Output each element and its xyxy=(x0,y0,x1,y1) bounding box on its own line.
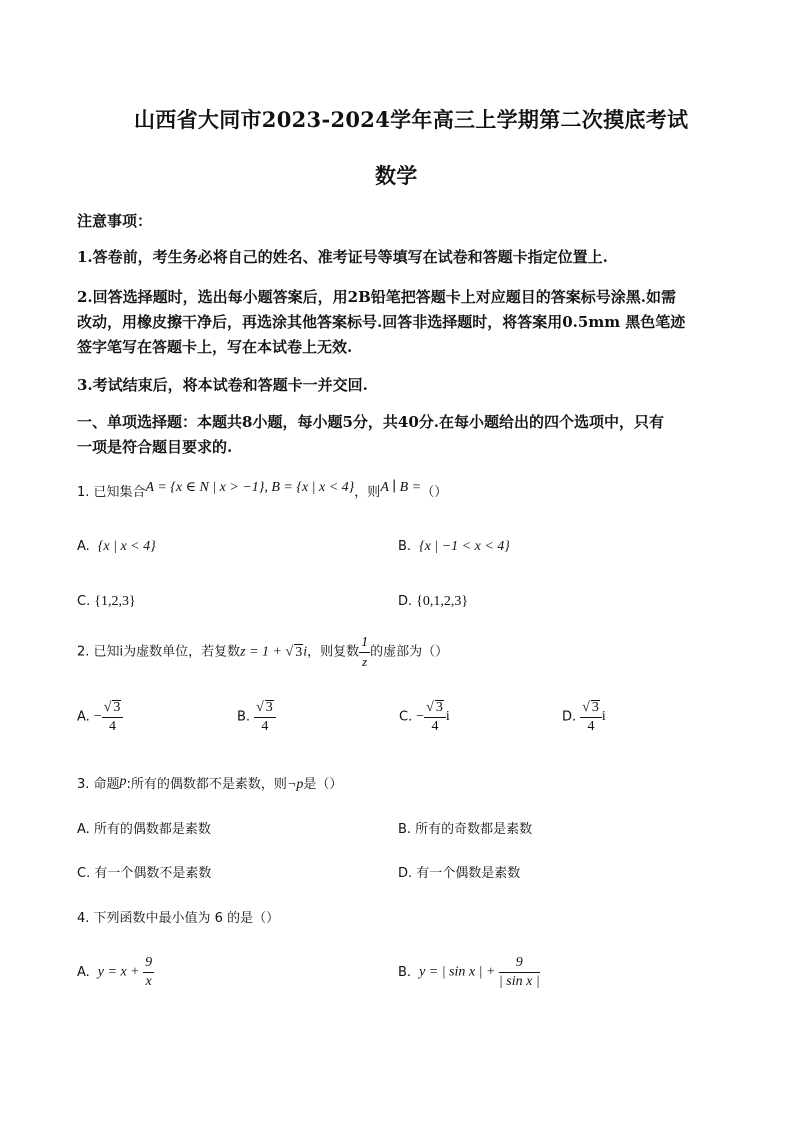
sqrt-icon: √ xyxy=(426,700,434,715)
option-value: {0,1,2,3} xyxy=(416,594,469,609)
notice-item-2-cont2: 签字笔写在答题卡上，写在本试卷上无效. xyxy=(77,338,353,356)
notice-heading: 注意事项： xyxy=(77,212,153,230)
sqrt-icon: √ xyxy=(103,700,112,715)
option-fraction xyxy=(254,700,276,734)
fraction-numerator: 1 xyxy=(359,636,370,653)
option-label: D. xyxy=(562,709,577,725)
option-value: {x | x < 4} xyxy=(97,539,156,554)
option-lhs: y = | sin x | + xyxy=(419,964,499,980)
q2-sqrt-arg: 3 xyxy=(295,644,303,660)
option-value: {1,2,3} xyxy=(94,594,136,609)
q3-prefix: 3. 命题 xyxy=(77,777,120,792)
q3-mid: :所有的偶数都不是素数，则 xyxy=(126,777,287,792)
q4-option-b[interactable] xyxy=(398,956,540,989)
notice-item-2-cont: 改动，用橡皮擦干净后，再选涂其他答案标号.回答非选择题时，将答案用0.5mm 黑色笔迹 xyxy=(77,313,686,331)
sqrt-icon: √ xyxy=(285,644,294,660)
option-fraction xyxy=(102,700,124,734)
q3-option-a[interactable]: A. 所有的偶数都是素数 xyxy=(77,822,211,837)
option-label: B. xyxy=(398,539,412,554)
question-1 xyxy=(77,481,447,501)
option-tail: i xyxy=(601,709,606,724)
q2-option-a[interactable] xyxy=(77,700,123,734)
option-label: C. xyxy=(399,709,413,725)
q2-option-d[interactable] xyxy=(562,700,606,734)
option-label: B. xyxy=(398,965,412,980)
question-2 xyxy=(77,636,448,668)
sqrt-icon: √ xyxy=(256,700,264,715)
question-4: 4. 下列函数中最小值为 6 的是（） xyxy=(77,911,280,926)
subject-title: 数学 xyxy=(375,163,418,188)
notice-item-2: 2.回答选择题时，选出每小题答案后，用2B铅笔把答题卡上对应题目的答案标号涂黑.如需 xyxy=(77,288,677,306)
q1-suffix: （） xyxy=(421,485,448,500)
option-sign: − xyxy=(93,709,102,724)
fraction-numerator: 9 xyxy=(143,956,154,973)
fraction-denominator: 4 xyxy=(587,719,595,734)
q2-option-b[interactable] xyxy=(237,700,276,734)
option-value: {x | −1 < x < 4} xyxy=(419,539,510,554)
q2-mid: ，则复数 xyxy=(307,644,360,660)
q2-fraction xyxy=(359,636,370,668)
q2-z-tail: i xyxy=(303,644,308,660)
q3-option-c[interactable]: C. 有一个偶数不是素数 xyxy=(77,866,212,881)
fraction-numerator: 3 xyxy=(265,700,273,715)
q1-prefix: 1. 已知集合 xyxy=(77,485,146,500)
q3-p: p xyxy=(119,774,127,789)
q2-suffix: 的虚部为（） xyxy=(370,644,449,660)
q1-option-a[interactable] xyxy=(77,537,156,555)
option-label: C. xyxy=(77,594,91,609)
fraction-numerator: 3 xyxy=(591,700,599,715)
fraction-denominator: 4 xyxy=(109,719,117,734)
q1-option-d[interactable] xyxy=(398,592,468,610)
q4-option-a[interactable] xyxy=(77,956,154,989)
fraction-denominator: 4 xyxy=(431,719,439,734)
option-fraction xyxy=(424,700,446,734)
option-lhs: y = x + xyxy=(97,964,144,980)
notice-item-3: 3.考试结束后，将本试卷和答题卡一并交回. xyxy=(77,376,368,394)
q3-suffix: 是（） xyxy=(303,777,343,792)
notice-item-1: 1.答卷前，考生务必将自己的姓名、准考证号等填写在试卷和答题卡指定位置上. xyxy=(77,248,608,266)
section-heading-line2: 一项是符合题目要求的. xyxy=(77,438,233,456)
option-label: A. xyxy=(77,539,90,554)
q1-option-c[interactable] xyxy=(77,592,136,610)
section-heading-line1: 一、单项选择题：本题共8小题，每小题5分，共40分.在每小题给出的四个选项中，只有 xyxy=(77,413,664,431)
fraction-denominator: | sin x | xyxy=(498,974,540,989)
option-label: A. xyxy=(77,965,90,980)
option-label: D. xyxy=(398,594,413,609)
q1-option-b[interactable] xyxy=(398,537,510,555)
q3-option-b[interactable]: B. 所有的奇数都是素数 xyxy=(398,822,533,837)
option-fraction xyxy=(499,956,540,989)
sqrt-icon: √ xyxy=(582,700,590,715)
q1-sets: A = {x ∈ N | x > −1}, B = {x | x < 4} xyxy=(145,480,355,495)
q2-z-expr: z = 1 + xyxy=(240,644,286,660)
q3-option-d[interactable]: D. 有一个偶数是素数 xyxy=(398,866,521,881)
q1-expr: A ∣ B = xyxy=(380,480,422,495)
fraction-numerator: 9 xyxy=(499,956,540,973)
fraction-denominator: 4 xyxy=(261,719,269,734)
question-3 xyxy=(77,773,342,793)
q3-notp: ¬p xyxy=(286,777,304,792)
option-label: B. xyxy=(237,709,251,725)
q2-option-c[interactable] xyxy=(399,700,450,734)
option-label: A. xyxy=(77,709,90,725)
option-fraction xyxy=(143,956,154,989)
option-tail: i xyxy=(445,709,450,724)
q2-prefix: 2. 已知i为虚数单位，若复数 xyxy=(77,644,241,660)
exam-title: 山西省大同市2023-2024学年高三上学期第二次摸底考试 xyxy=(134,107,689,132)
fraction-denominator: x xyxy=(145,974,152,989)
option-fraction xyxy=(580,700,602,734)
option-sign: − xyxy=(416,709,425,724)
fraction-numerator: 3 xyxy=(435,700,443,715)
fraction-denominator: z xyxy=(362,654,368,669)
fraction-numerator: 3 xyxy=(113,700,121,715)
q1-mid: ，则 xyxy=(354,485,381,500)
